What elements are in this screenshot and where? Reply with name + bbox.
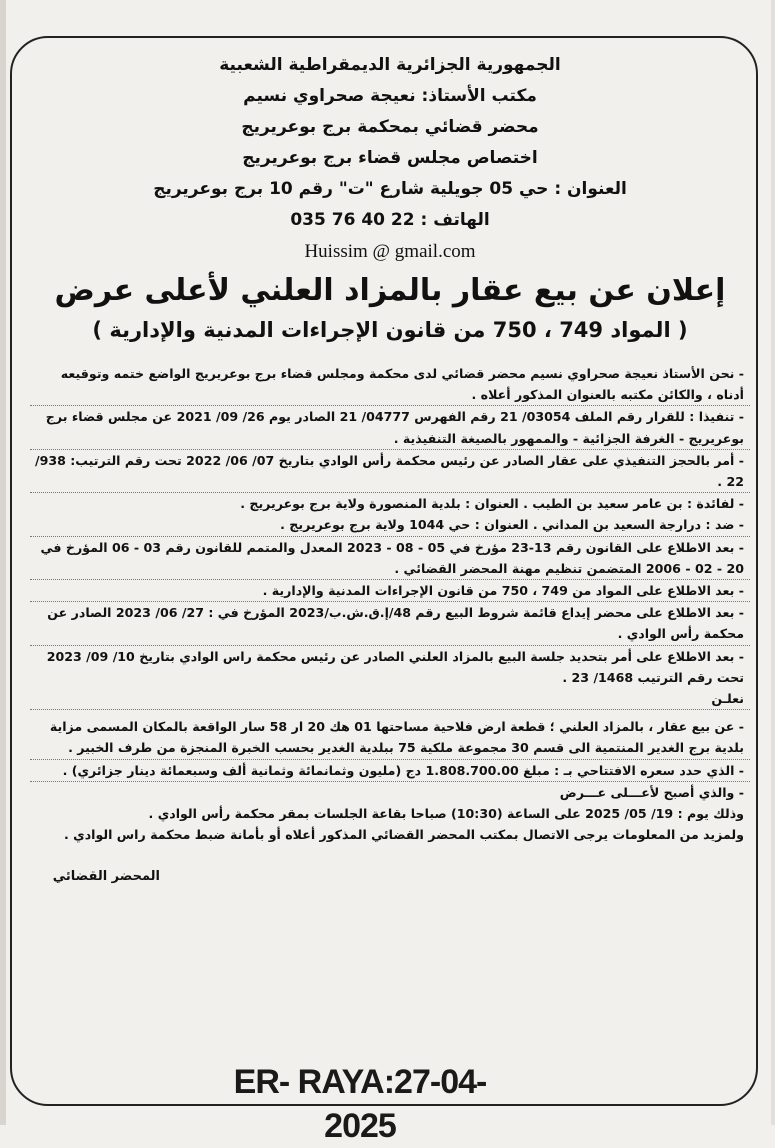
header-address: العنوان : حي 05 جويلية شارع "ت" رقم 10 برج بوعريريج	[153, 179, 627, 199]
paragraph-announce: نعلـن	[30, 688, 750, 710]
paragraph-conditions: - بعد الاطلاع على محضر إيداع قائمة شروط البيع رقم 48/إ.ق.ش.ب/2023 المؤرخ في : 27/ 06/ 2023 الصادر عن محكمة رأس الوادي .	[30, 602, 750, 645]
signature-label: المحضر القضائي	[52, 869, 160, 885]
header-bailiff: محضر قضائي بمحكمة برج بوعريريج	[241, 117, 539, 137]
paragraph-intro: - نحن الأستاذ نعيجة صحراوي نسيم محضر قضائي لدى محكمة ومجلس قضاء برج بوعريريج الواضع ختمه وتوقيعه أدناه ، والكائن مكتبه بالعنوان المذكور أعلاه .	[30, 363, 750, 406]
paragraph-seizure-order: - أمر بالحجز التنفيذي على عقار الصادر عن رئيس محكمة رأس الوادي بتاريخ 07/ 06/ 2022 تحت رقم الترتيب: 938/ 22 .	[30, 450, 750, 493]
notice-content	[30, 50, 750, 887]
paper-edge	[771, 0, 775, 1125]
header-office: مكتب الأستاذ: نعيجة صحراوي نسيم	[243, 86, 537, 106]
paragraph-law: - بعد الاطلاع على القانون رقم 13-23 مؤرخ في 05 - 08 - 2023 المعدل والمتمم للقانون رقم 03 - 06 المؤرخ في 20 - 02 - 2006 المتضمن تنظيم مهنة المحضر القضائي .	[30, 537, 750, 580]
paragraph-highest-bid: - والذي أصبح لأعـــلى عـــرض	[559, 784, 744, 800]
newspaper-footer: ER- RAYA:27-04-2025	[233, 1063, 487, 1145]
notice-subtitle: ( المواد 749 ، 750 من قانون الإجراءات المدنية والإدارية )	[92, 318, 688, 342]
header-republic: الجمهورية الجزائرية الديمقراطية الشعبية	[219, 55, 561, 75]
notice-title: إعلان عن بيع عقار بالمزاد العلني لأعلى عرض	[54, 273, 726, 308]
header-jurisdiction: اختصاص مجلس قضاء برج بوعريريج	[242, 148, 538, 168]
paragraph-against: - ضد : درارجة السعيد بن المداني . العنوان : حي 1044 ولاية برج بوعريريج .	[30, 514, 750, 536]
paragraph-execution: - تنفيذا : للقرار رقم الملف 03054/ 21 رقم الفهرس 04777/ 21 الصادر يوم 26/ 09/ 2021 عن مجلس قضاء برج بوعريريج - الغرفة الجزائية - والممهور بالصيغة التنفيذية .	[30, 406, 750, 449]
header-email: Huissim @ gmail.com	[304, 241, 476, 262]
paragraph-beneficiary: - لفائدة : بن عامر سعيد بن الطيب . العنوان : بلدية المنصورة ولاية برج بوعريريج .	[240, 496, 744, 512]
header-phone: الهاتف : 22 40 76 035	[290, 210, 490, 230]
paragraph-contact: ولمزيد من المعلومات يرجى الاتصال بمكتب المحضر القضائي المذكور أعلاه أو بأمانة ضبط محكمة راس الوادي .	[63, 827, 744, 843]
paragraph-date: وذلك يوم : 19/ 05/ 2025 على الساعة (10:30) صباحا بقاعة الجلسات بمقر محكمة رأس الوادي .	[148, 806, 744, 822]
paragraph-property: - عن بيع عقار ، بالمزاد العلني ؛ قطعة ارض فلاحية مساحتها 01 هك 20 ار 58 سار الواقعة بالمكان المسمى مزاية بلدية برج الغدير المنتمية الى قسم 30 مجموعة ملكية 75 ببلدية الغدير بحسب الخبرة المنجزة من طرف الخبير .	[30, 716, 750, 759]
paragraph-articles: - بعد الاطلاع على المواد من 749 ، 750 من قانون الإجراءات المدنية والإدارية .	[30, 580, 750, 602]
paper-edge	[0, 0, 6, 1125]
paragraph-session-order: - بعد الاطلاع على أمر بتحديد جلسة البيع بالمزاد العلني الصادر عن رئيس محكمة راس الوادي بتاريخ 10/ 09/ 2023 تحت رقم الترتيب 1468/ 23 .	[46, 648, 744, 685]
paragraph-opening-price: - الذي حدد سعره الافتتاحي بـ : مبلغ 1.808.700.00 دج (مليون وثمانمائة وثمانية ألف وسبعمائة دينار جزائري) .	[30, 760, 750, 782]
